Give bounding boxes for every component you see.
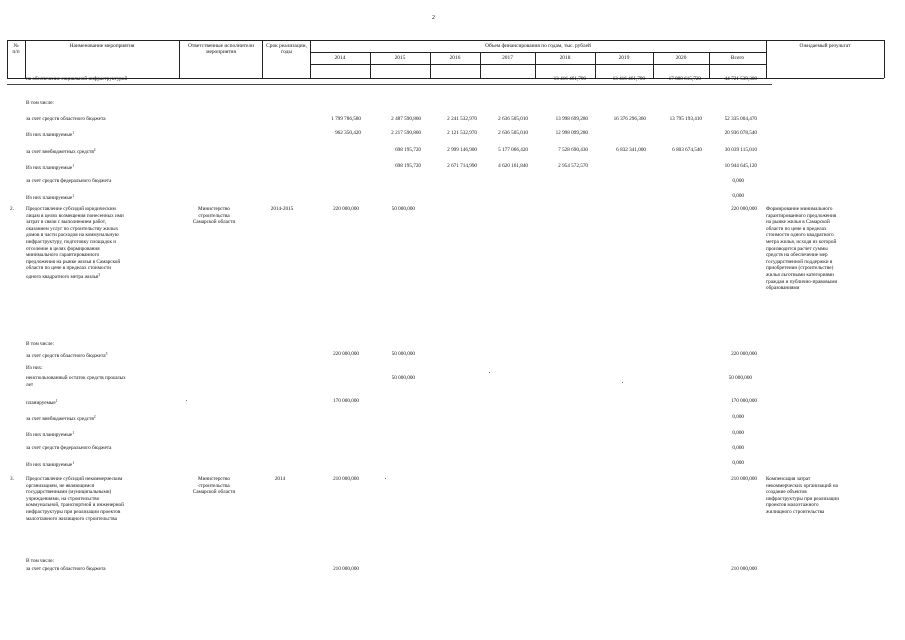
executor-line: строительства	[198, 212, 230, 219]
item-name-line: минимального гарантированного	[26, 252, 100, 259]
item-name-line: организациям, не являющимся	[26, 482, 95, 489]
row-label: за счет средств федерального бюджета	[26, 445, 112, 451]
item-name-line: Предоставление субсидий юридическим	[26, 206, 116, 212]
row-total: 220 000,000	[731, 351, 757, 357]
item-value-2014: 220 000,000	[333, 206, 359, 212]
row-value-2018: 2 954 572,570	[558, 163, 588, 169]
result-line: производится расчет суммы	[766, 245, 828, 252]
item-name-line: отселение в целях формирования	[26, 245, 100, 252]
result-line: метра жилья, исходя из которой	[766, 239, 837, 245]
row-total: 20 936 078,540	[724, 130, 757, 136]
page-number: 2	[432, 15, 435, 21]
item-name-line: учреждениями, на строительство	[26, 495, 100, 502]
footnote-mark: 3	[98, 273, 101, 277]
row-label	[26, 351, 107, 360]
header-total: Всего	[730, 55, 745, 61]
item-name-line: инфраструктуры при реализации проектов	[26, 509, 121, 515]
row-value-2017: 2 636 505,010	[498, 130, 528, 136]
row-value-2014: 1 799 786,580	[331, 116, 361, 122]
item-number: 2.	[10, 206, 14, 212]
row-value-2019: 16 376 296,360	[613, 116, 646, 122]
row-value-2014: 170 000,000	[333, 398, 359, 404]
row-label: В том числе:	[26, 341, 55, 347]
result-line: жилья льготными категориями	[766, 272, 834, 278]
item-total: 210 000,000	[731, 476, 757, 482]
item-term: 2014-2015	[270, 206, 294, 212]
row-total: 0,000	[732, 430, 744, 436]
row-value-2015: 698 195,720	[395, 147, 421, 153]
row-label: Из них:	[26, 365, 43, 371]
row-label: В том числе:	[26, 558, 55, 564]
row-label	[26, 414, 96, 423]
row-value-2018: 7 528 690,430	[558, 147, 588, 153]
row-value-2015: 2 217 590,860	[391, 130, 421, 136]
result-line: создание объектов	[766, 489, 807, 496]
footnote-mark: 3	[105, 352, 108, 356]
row-label	[26, 163, 74, 172]
executor-line: строительства	[198, 482, 230, 489]
header-year-2020: 2020	[675, 55, 687, 61]
result-line: жилищного строительства	[766, 509, 825, 515]
row-label: за счет средств областного бюджета	[26, 116, 106, 122]
row-value-2019: 6 832 341,000	[616, 147, 646, 153]
footnote-mark: 1	[72, 194, 74, 198]
row-value-2020: 17 888 615,720	[668, 76, 701, 82]
item-name-line: затрат в связи с выполнением работ,	[26, 219, 106, 226]
result-line: государственной поддержки в	[766, 258, 833, 265]
item-name-line: лицам в целях возмещения понесенных ими	[26, 212, 124, 219]
header-years-rule	[310, 64, 766, 65]
header-name: Наименование мероприятия	[69, 43, 135, 49]
row-value-2017: 2 636 505,010	[498, 116, 528, 122]
row-value-2015: 50 000,000	[391, 351, 415, 357]
row-value-2017: 5 177 066,420	[498, 147, 528, 153]
row-label: неиспользованный остаток средств прошлых	[26, 375, 126, 381]
row-total: 50 000,000	[728, 375, 752, 381]
row-label	[26, 430, 74, 439]
row-label-text: Из них планируемые	[26, 462, 73, 468]
result-line: приобретении (строительстве)	[766, 265, 834, 272]
header-vline	[179, 40, 180, 78]
footnote-mark: 1	[72, 131, 74, 135]
table-header	[7, 40, 884, 79]
row-value-2015: 50 000,000	[391, 375, 415, 381]
row-value-2016: 2 241 532,970	[447, 116, 477, 122]
header-top-rule	[7, 40, 884, 41]
row-value-2019: 13 416 461,790	[612, 76, 645, 82]
scan-speck	[622, 382, 623, 383]
row-total: 0,000	[732, 460, 744, 466]
row-label	[26, 460, 74, 469]
footnote-mark: 2	[93, 415, 96, 419]
row-label-text: за счет внебюджетных средств	[26, 416, 94, 422]
item-name-line: области по цене в пределах стоимости	[26, 265, 112, 272]
footnote-mark: 2	[93, 148, 96, 152]
footnote-mark: 1	[72, 461, 74, 465]
row-label-text: планируемые	[26, 400, 56, 406]
executor-line: Министерство	[198, 476, 230, 482]
row-label	[26, 193, 74, 202]
result-line: проектов малоэтажного	[766, 502, 819, 509]
footnote-mark: 1	[55, 399, 58, 403]
result-line: некоммерческих организаций на	[766, 482, 838, 489]
item-name-line: коммунальной, транспортной и инженерной	[26, 502, 124, 509]
row-total: 0,000	[732, 445, 744, 451]
row-total: 0,000	[732, 414, 744, 420]
item-name-line: государственными (муниципальными)	[26, 489, 112, 496]
scan-speck	[186, 400, 187, 401]
row-total: 52 335 004,470	[724, 116, 757, 122]
item-name-line: инфраструктуру, подготовку площадок и	[26, 239, 117, 245]
row-total: 170 000,000	[731, 398, 757, 404]
header-mid-rule	[310, 52, 766, 53]
item-name-line: предложения на рынке жилья в Самарской	[26, 258, 121, 265]
item-total: 220 000,000	[731, 206, 757, 212]
result-line: на рынке жилья в Самарской	[766, 219, 830, 226]
scan-speck	[489, 372, 490, 373]
row-value-2018: 13 416 461,790	[553, 76, 586, 82]
row-label: на обеспечение социальной инфраструктурой	[26, 76, 128, 82]
row-value-2018: 13 998 699,280	[555, 116, 588, 122]
row-total: 10 944 645,120	[724, 163, 757, 169]
row-value-2020: 13 795 193,410	[669, 116, 702, 122]
executor-line: Самарской области	[192, 219, 236, 226]
header-result: Ожидаемый результат	[799, 43, 851, 49]
row-value-2014: 962 350,420	[335, 130, 361, 136]
row-total: 0,000	[732, 193, 744, 199]
executor-line: Самарской области	[192, 489, 236, 496]
header-year-2018: 2018	[559, 55, 571, 61]
item-value-2014: 210 000,000	[333, 476, 359, 482]
row-value-2017: 4 620 161,840	[498, 163, 528, 169]
row-label: за счет средств федерального бюджета	[26, 178, 112, 184]
row-value-2015: 698 195,720	[395, 163, 421, 169]
header-executor: Ответственные исполнители мероприятия	[188, 43, 254, 55]
result-line: гарантированного предложения	[766, 212, 837, 219]
header-term: Срок реализации, годы	[266, 43, 307, 55]
result-line: инфраструктуры при реализации	[766, 495, 839, 502]
footnote-mark: 1	[72, 164, 74, 168]
row-label	[26, 130, 74, 139]
section-divider	[7, 84, 772, 85]
row-value-2015: 2 487 590,860	[391, 116, 421, 122]
row-total: 30 039 115,010	[724, 147, 757, 153]
row-label	[26, 398, 57, 407]
row-label-text: за счет средств областного бюджета	[26, 353, 106, 359]
header-year-2015: 2015	[394, 55, 406, 61]
row-total: 210 000,000	[731, 566, 757, 572]
item-name-line: Предоставление субсидий некоммерческим	[26, 476, 123, 482]
row-label: лет	[26, 382, 34, 388]
item-name-line: малоэтажного жилищного строительства	[26, 515, 117, 522]
header-volume: Объем финансирования по годам, тыс. рублей	[485, 43, 591, 49]
result-line: Компенсация затрат	[766, 476, 811, 482]
scan-speck	[385, 478, 386, 479]
row-label-text: Из них планируемые	[26, 195, 73, 201]
item-name-line: домов в части расходов на коммунальную	[26, 232, 119, 239]
row-label-text: за счет внебюджетных средств	[26, 149, 94, 155]
result-line: образованиями	[766, 285, 800, 292]
row-total: 44 721 539,300	[724, 76, 757, 82]
item-number: 3.	[10, 476, 14, 482]
row-value-2020: 6 803 674,540	[672, 147, 702, 153]
item-name-line: оказанием услуг по строительству жилых	[26, 225, 119, 232]
result-line: области по цене в пределах	[766, 225, 827, 232]
row-label: за счет средств областного бюджета	[26, 566, 106, 572]
row-label	[26, 147, 96, 156]
row-value-2018: 12 998 099,280	[555, 130, 588, 136]
result-line: граждан и публично-правовыми	[766, 278, 838, 285]
result-line: Формирование минимального	[766, 206, 833, 212]
header-year-2017: 2017	[502, 55, 513, 61]
result-line: стоимости одного квадратного	[766, 232, 834, 239]
row-value-2014: 210 000,000	[333, 566, 359, 572]
header-year-2016: 2016	[449, 55, 461, 61]
row-label: В том числе:	[26, 100, 55, 106]
header-year-2014: 2014	[334, 55, 346, 61]
item-value-2015: 50 000,000	[391, 206, 415, 212]
header-num: № п/п	[12, 43, 20, 55]
header-vline	[884, 40, 885, 78]
row-label-text: Из них планируемые	[26, 165, 73, 171]
footnote-mark: 1	[72, 431, 74, 435]
item-term: 2014	[274, 476, 286, 482]
header-year-2019: 2019	[618, 55, 630, 61]
row-value-2016: 2 671 714,990	[447, 163, 477, 169]
row-label-text: Из них планируемые	[26, 132, 73, 138]
row-value-2014: 220 000,000	[333, 351, 359, 357]
result-line: средств на обеспечение мер	[766, 252, 828, 259]
row-value-2016: 2 121 532,970	[447, 130, 477, 136]
executor-line: Министерство	[198, 206, 230, 212]
row-total: 0,000	[732, 178, 744, 184]
item-name-text: одного квадратного метра жилья	[26, 274, 99, 280]
row-label-text: Из них планируемые	[26, 432, 73, 438]
item-name-line	[26, 272, 100, 281]
row-value-2016: 2 999 146,900	[447, 147, 477, 153]
